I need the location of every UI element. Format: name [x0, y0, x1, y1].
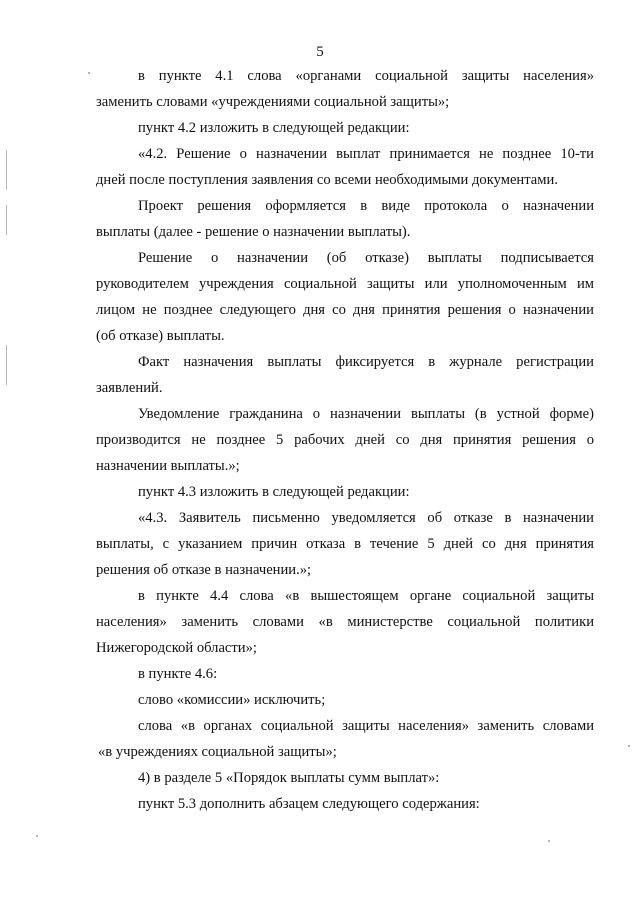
text-line: выплаты (далее - решение о назначении выплаты).: [96, 224, 411, 240]
text-line: слова «в органах социальной защиты населения» заменить словами: [138, 718, 594, 734]
text-line: производится не позднее 5 рабочих дней со дня принятия решения о: [96, 432, 594, 448]
text-line: выплаты, с указанием причин отказа в течение 5 дней со дня принятия: [96, 536, 594, 552]
text-line: населения» заменить словами «в министерстве социальной политики: [96, 614, 594, 630]
text-line: в пункте 4.6:: [138, 666, 218, 682]
document-body: [96, 63, 594, 817]
scan-dot: [548, 840, 550, 842]
text-line: «в учреждениях социальной защиты»;: [98, 744, 337, 760]
text-line: Проект решения оформляется в виде протокола о назначении: [138, 198, 594, 214]
page-number: 5: [316, 44, 324, 60]
scan-dot: [88, 72, 90, 74]
text-line: слово «комиссии» исключить;: [138, 692, 326, 708]
text-line: заменить словами «учреждениями социальной защиты»;: [96, 94, 450, 110]
text-line: Факт назначения выплаты фиксируется в журнале регистрации: [138, 354, 594, 370]
text-line: заявлений.: [96, 380, 163, 396]
scan-edge-mark: [6, 150, 7, 190]
text-line: в пункте 4.4 слова «в вышестоящем органе социальной защиты: [138, 588, 594, 604]
scan-edge-mark: [6, 345, 7, 385]
text-line: назначении выплаты.»;: [96, 458, 240, 474]
text-line: пункт 4.2 изложить в следующей редакции:: [138, 120, 410, 136]
text-line: «4.3. Заявитель письменно уведомляется об отказе в назначении: [138, 510, 594, 526]
text-line: решения об отказе в назначении.»;: [96, 562, 312, 578]
scan-dot: [628, 745, 630, 747]
text-line: «4.2. Решение о назначении выплат принимается не позднее 10-ти: [138, 146, 594, 162]
text-line: 4) в разделе 5 «Порядок выплаты сумм выплат»:: [138, 770, 440, 786]
text-line: руководителем учреждения социальной защиты или уполномоченным им: [96, 276, 594, 292]
text-line: пункт 5.3 дополнить абзацем следующего содержания:: [138, 796, 480, 812]
scan-edge-mark: [6, 205, 7, 235]
text-line: пункт 4.3 изложить в следующей редакции:: [138, 484, 410, 500]
text-line: (об отказе) выплаты.: [96, 328, 225, 344]
scan-dot: [36, 835, 38, 837]
text-line: лицом не позднее следующего дня со дня принятия решения о назначении: [96, 302, 594, 318]
text-line: Нижегородской области»;: [96, 640, 257, 656]
text-line: в пункте 4.1 слова «органами социальной защиты населения»: [138, 68, 594, 84]
text-line: Решение о назначении (об отказе) выплаты подписывается: [138, 250, 594, 266]
text-line: Уведомление гражданина о назначении выплаты (в устной форме): [138, 406, 594, 422]
text-line: дней после поступления заявления со всеми необходимыми документами.: [96, 172, 558, 188]
